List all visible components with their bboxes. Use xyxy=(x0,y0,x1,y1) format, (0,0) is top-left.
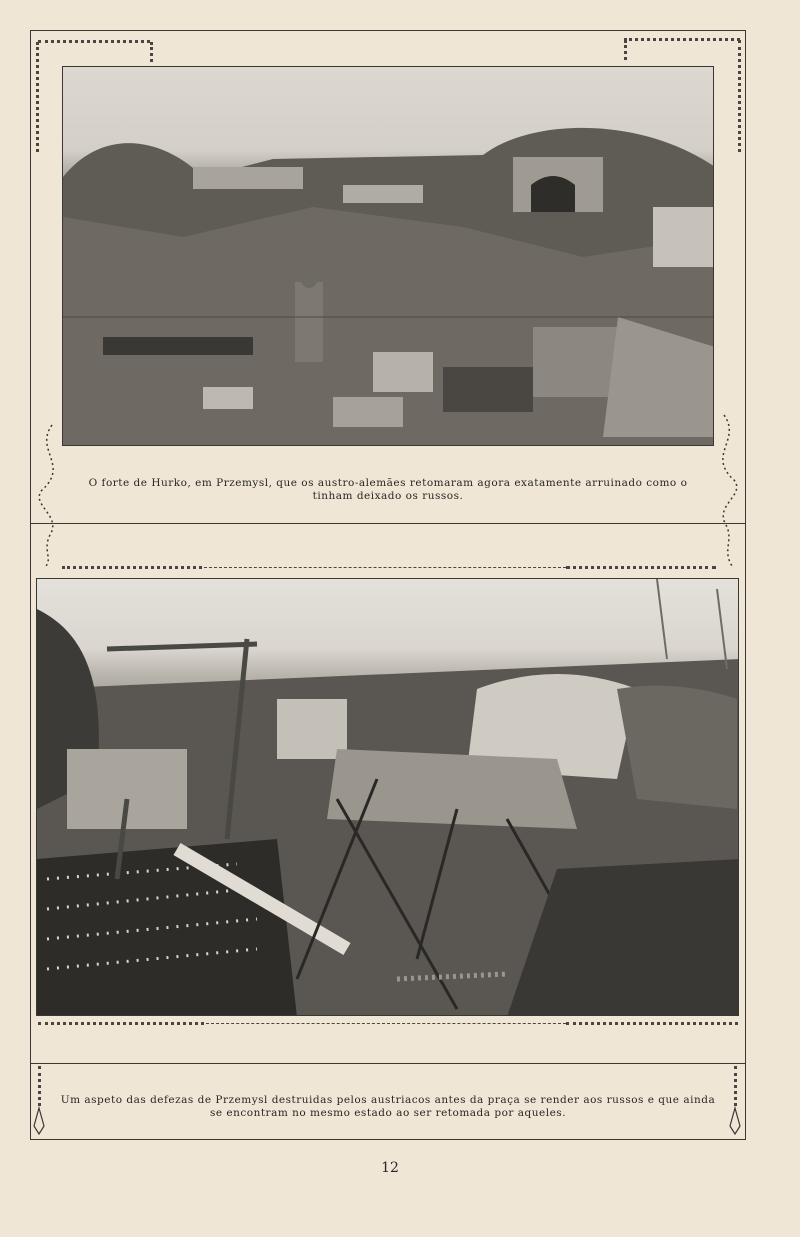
dotted-ornament xyxy=(566,566,716,569)
dotted-ornament xyxy=(734,1066,737,1106)
dotted-ornament xyxy=(38,1022,204,1025)
drop-ornament xyxy=(728,1106,742,1136)
section-divider xyxy=(30,1063,746,1064)
figure-caption: O forte de Hurko, em Przemysl, que os austro-alemães retomaram agora exatamente arruinado como o tinham deixado os russos. xyxy=(88,477,688,502)
dotted-ornament xyxy=(566,1022,738,1025)
page-number: 12 xyxy=(381,1160,399,1176)
dotted-ornament xyxy=(38,1066,41,1106)
dotted-ornament xyxy=(738,40,741,152)
dotted-ornament xyxy=(38,40,150,43)
fort-ruins-illustration xyxy=(63,67,714,446)
figure-caption: Um aspeto das defezas de Przemysl destruidas pelos austriacos antes da praça se render aos russos e que ainda se encontram no mesmo estado ao ser retomada por aqueles. xyxy=(60,1094,716,1119)
dotted-ornament xyxy=(150,42,153,62)
section-divider xyxy=(30,523,746,524)
photo-destroyed-defenses xyxy=(36,578,739,1016)
photo-fort-ruins xyxy=(62,66,714,446)
dotted-ornament xyxy=(62,566,202,569)
destroyed-defenses-illustration xyxy=(37,579,739,1016)
dotted-ornament xyxy=(36,42,39,152)
drop-ornament xyxy=(32,1106,46,1136)
dotted-ornament xyxy=(624,38,740,41)
dotted-ornament xyxy=(624,40,627,60)
dashed-rule xyxy=(206,1023,566,1024)
dashed-rule xyxy=(204,567,566,568)
